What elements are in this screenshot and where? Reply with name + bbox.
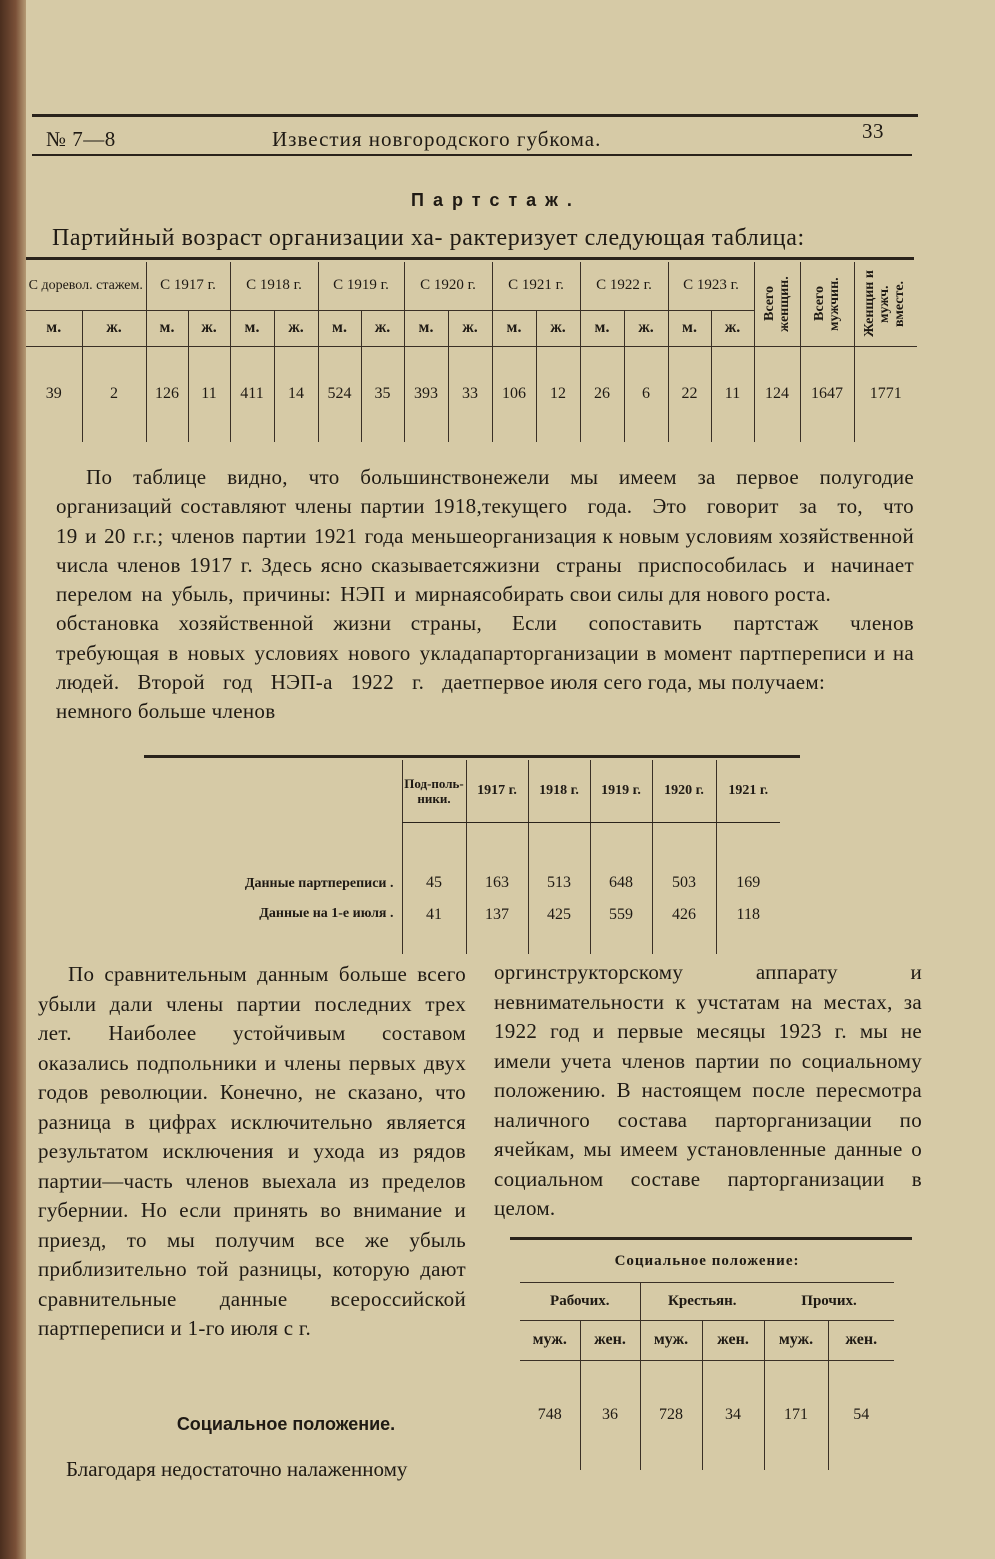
table1-cell: 35	[361, 346, 404, 442]
table3-top-rule	[510, 1237, 912, 1240]
table1-cell: 11	[711, 346, 754, 442]
sub-zh: ж.	[274, 310, 318, 346]
table2-cell: 559	[590, 898, 652, 954]
text-column-3: По сравнительным данным больше всего убыли дали члены партии последних трех лет. Наиболее устойчивым составом оказались подпольники и члены первых двух годов революции. Конечно, не сказано, что разница в цифрах исключительно является результатом исключения и ухода из рядов партии—часть членов выехала из пределов губернии. Но если принять во внимание и приезд, то мы получим все же убыль приблизительно той разницы, которую дают сравнительные данные всероссийской партпереписи и 1-го июля с г.	[38, 962, 466, 1340]
table1-total-men-header	[800, 262, 854, 346]
section-title: Партстаж.	[411, 190, 581, 210]
total-women-label: Всего женщин.	[762, 275, 792, 332]
sub-men: муж.	[640, 1320, 702, 1360]
table3-values-row	[520, 1360, 894, 1470]
social-position-table	[520, 1242, 894, 1470]
issue-number: № 7—8	[46, 127, 116, 151]
party-tenure-table	[26, 262, 917, 442]
sub-m: м.	[404, 310, 448, 346]
table2-cell: 163	[466, 822, 528, 898]
table1-cell: 393	[404, 346, 448, 442]
table1-cell: 11	[188, 346, 230, 442]
sub-zh: ж.	[82, 310, 146, 346]
table1-group-header: С 1920 г.	[404, 262, 492, 310]
table2-row	[166, 898, 780, 954]
journal-title: Известия новгородского губкома.	[272, 127, 602, 151]
table2-header: 1919 г.	[590, 760, 652, 822]
table3-subheader-row	[520, 1320, 894, 1360]
table3-cell: 748	[537, 1406, 562, 1424]
table3-cell: 54	[828, 1360, 894, 1470]
header-bottom-rule	[32, 154, 912, 156]
table1-cell: 1647	[800, 346, 854, 442]
table3-cell: 171	[764, 1360, 828, 1470]
sub-men: муж.	[764, 1320, 828, 1360]
table1-cell: 14	[274, 346, 318, 442]
table2-cell: 426	[652, 898, 716, 954]
table3-title-row	[520, 1242, 894, 1282]
table2-cell: 169	[716, 822, 780, 898]
table1-cell: 26	[580, 346, 624, 442]
table2-cell: 45	[402, 822, 466, 898]
table1-cell: 6	[624, 346, 668, 442]
page-number: 33	[862, 119, 884, 143]
table1-cell: 524	[318, 346, 361, 442]
table1-group-header-row	[26, 262, 917, 310]
table2-header-row	[166, 760, 780, 822]
table3-cell: 34	[702, 1360, 764, 1470]
table3-group-header: Рабочих.	[550, 1292, 610, 1309]
table2-cell: 648	[590, 822, 652, 898]
sub-zh: ж.	[624, 310, 668, 346]
sub-m: м.	[46, 319, 62, 336]
sub-zh: ж.	[188, 310, 230, 346]
table1-group-header: С 1922 г.	[580, 262, 668, 310]
book-spine	[0, 0, 26, 1559]
table2-cell: 425	[528, 898, 590, 954]
table1-group-header: С 1917 г.	[146, 262, 230, 310]
table1-cell: 39	[45, 385, 62, 403]
text-column-3-last-line: Благодаря недостаточно налаженному	[66, 1457, 408, 1481]
sub-women: жен.	[828, 1320, 894, 1360]
sub-women: жен.	[580, 1320, 640, 1360]
table1-cell: 12	[536, 346, 580, 442]
social-position-heading: Социальное положение.	[176, 1414, 396, 1434]
paragraph: Если сопоставить партстаж членов парторганизации в момент партпереписи и на первое июля сего года, мы получаем:	[482, 611, 914, 695]
table2-header: 1918 г.	[528, 760, 590, 822]
table2-header: Под-поль-ники.	[402, 760, 466, 822]
tenure-comparison-table	[166, 760, 780, 954]
table2-header: 1920 г.	[652, 760, 716, 822]
table1-group-header: С 1923 г.	[668, 262, 754, 310]
table1-group-header: С 1921 г.	[492, 262, 580, 310]
table1-group-header: С 1918 г.	[230, 262, 318, 310]
table2-row	[166, 822, 780, 898]
sub-zh: ж.	[536, 310, 580, 346]
sub-m: м.	[230, 310, 274, 346]
table1-top-rule	[26, 257, 914, 260]
sub-zh: ж.	[711, 310, 754, 346]
table3-group-row	[520, 1282, 894, 1320]
sub-zh: ж.	[448, 310, 492, 346]
table1-cell: 22	[668, 346, 711, 442]
paragraph: нежели мы имеем за первое полугодие текущего года. Это говорит за то, что организация к новым условиям хозяйственной жизни страны приспособилась и начинает собирать свои силы для нового роста.	[482, 465, 914, 607]
table1-cell: 106	[492, 346, 536, 442]
sub-m: м.	[146, 310, 188, 346]
table2-header: 1921 г.	[716, 760, 780, 822]
total-all-label: Женщин и мужч. вместе.	[861, 270, 907, 338]
sub-m: м.	[580, 310, 624, 346]
table1-cell: 1771	[854, 346, 917, 442]
sub-m: м.	[492, 310, 536, 346]
table1-cell: 2	[82, 346, 146, 442]
table1-cell: 33	[448, 346, 492, 442]
text-column-4: оргинструкторскому аппарату и невнимательности к учстатам на местах, за 1922 год и первые месяцы 1923 г. мы не имели учета членов партии по социальному положению. В настоящем после пересмотра наличного состава парторганизации по ячейкам, мы имеем установленные данные о социальном составе парторганизации в целом.	[494, 960, 922, 1220]
intro-text: Партийный возраст организации ха- рактеризует следующая таблица:	[52, 225, 805, 251]
table2-corner	[166, 760, 402, 822]
sub-m: м.	[318, 310, 361, 346]
table1-total-women-header	[754, 262, 800, 346]
header-top-rule	[32, 114, 918, 117]
table1-cell: 411	[230, 346, 274, 442]
table3-group-header: Прочих.	[801, 1292, 857, 1309]
sub-women: жен.	[702, 1320, 764, 1360]
page	[26, 0, 995, 1559]
table1-cell: 126	[146, 346, 188, 442]
table2-cell: 137	[466, 898, 528, 954]
sub-men: муж.	[532, 1331, 567, 1348]
table3-group-header: Крестьян.	[640, 1282, 764, 1320]
sub-zh: ж.	[361, 310, 404, 346]
table2-cell: 513	[528, 822, 590, 898]
table2-header-rule	[402, 822, 780, 823]
table2-cell: 118	[716, 898, 780, 954]
sub-m: м.	[668, 310, 711, 346]
table2-row-label: Данные на 1-е июля .	[259, 906, 394, 921]
total-men-label: Всего мужчин.	[812, 276, 842, 331]
table2-row-label: Данные партпереписи .	[244, 876, 394, 891]
table3-cell: 728	[640, 1360, 702, 1470]
table2-header: 1917 г.	[466, 760, 528, 822]
text-column-1: По таблице видно, что большинство организаций составляют члены партии 1918, 19 и 20 г.г.; членов партии 1921 года меньше числа членов 1917 г. Здесь ясно сказывается перелом на убыль, причины: НЭП и мирная обстановка хозяйственной жизни страны, требующая в новых условиях нового уклада людей. Второй год НЭП-а 1922 г. дает немного больше членов	[56, 465, 482, 724]
table1-group-header: С доревол. стажем.	[28, 278, 143, 294]
table3-title: Социальное положение:	[614, 1253, 800, 1270]
table1-group-header: С 1919 г.	[318, 262, 404, 310]
text-column-2	[482, 463, 914, 697]
table2-cell: 503	[652, 822, 716, 898]
table2-cell: 41	[402, 898, 466, 954]
table2-top-rule	[144, 755, 800, 758]
table1-cell: 124	[754, 346, 800, 442]
table1-total-all-header	[854, 262, 917, 346]
table3-cell: 36	[580, 1360, 640, 1470]
table1-values-row	[26, 346, 917, 442]
